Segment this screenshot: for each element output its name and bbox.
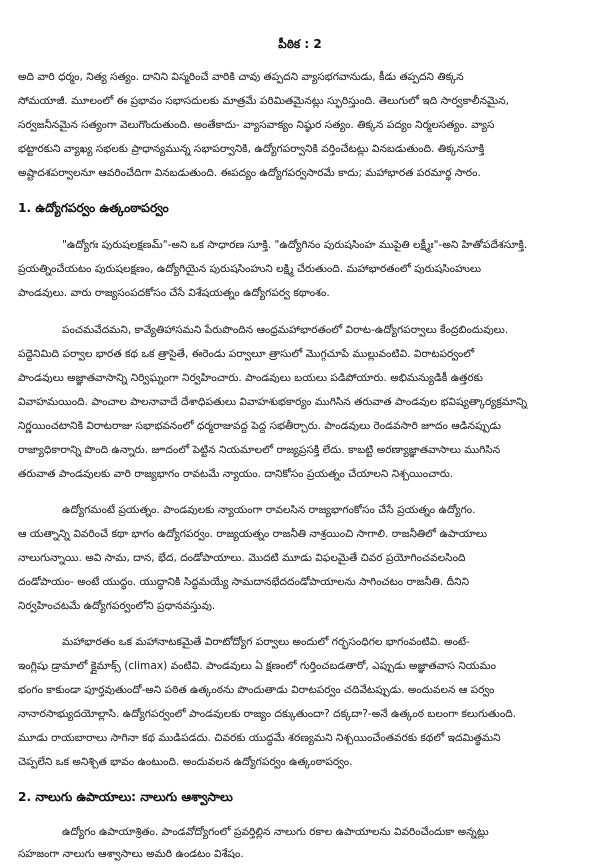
text-line: మహాభారతం ఒక మహానాటకమైతే విరాటోద్యోగ పర్వాలు అందులో గర్భసంధిగల భాగంవంటివి. అంటే- <box>62 636 470 648</box>
text-line: నిర్వహించటమే ఉద్యోగపర్వంలోని ప్రధానవస్తువు. <box>18 600 216 612</box>
text-line: చెప్పలేని ఒక అనిశ్చిత భావం ఉంటుంది. అందువలన ఉద్యోగపర్వం ఉత్కంఠాపర్వం. <box>18 756 353 768</box>
text-line: సోమయాజీ. మూలంలో ఈ ప్రభావం సభాసదులకు మాత్రమే పరిమితమైనట్లు స్ఫురిస్తుంది. తెలుగులో ఇది సార్వకాలీనమైన, <box>18 95 510 107</box>
text-line: పంచమవేదమని, కావ్యేతిహాసమని పేరుపొందిన ఆంధ్రమహాభారతంలో విరాట-ఉద్యోగపర్వాలు కేంద్రబిందువులు. <box>62 324 509 336</box>
text-line: అది వారి ధర్మం, నిత్య సత్యం. దానిని విస్మరించే వారికి చావు తప్పదని వ్యాసభగవానుడు, కీడు తప్పదని తిక్కన <box>18 71 464 83</box>
text-line: రాజ్యాధికారాన్ని పొంది ఉన్నారు. జూదంలో పెట్టిన నియమాలలో రాజ్యప్రసక్తి లేదు. కాబట్టి అరణ్యాజ్ఞాతవాసాలు ముగిసిన <box>18 444 501 456</box>
text-line: సహజంగా నాలుగు ఆశ్వాసాలు అమరి ఉండటం విశేషం. <box>18 848 244 860</box>
text-line: ఇంగ్లిషు డ్రామాలో క్లైమాక్స్ (climax) వంటివి. పాండవులు ఏ క్షణంలో గుర్తించబడతారో, ఎప్పుడు అజ్ఞాతవాస నియమం <box>18 660 497 672</box>
section-heading: 2. నాలుగు ఉపాయాలు: నాలుగు ఆశ్వాసాలు <box>18 790 233 804</box>
text-line: భంగం కాకుండా పూర్తవుతుందో-అని పఠిత ఉత్కంఠను పొందుతాడు విరాటపర్వం చదివేటప్పుడు. అందువలన ఆ పర్వం <box>18 684 495 696</box>
text-line: నానారసాభ్యుదయోల్లాసి. ఉద్యోగపర్వంలో పాండవులకు రాజ్యం దక్కుతుందా? దక్కదా?-అనే ఉత్కంఠ బలంగా కలుగుతుంది. <box>18 708 517 720</box>
text-line: నిర్ణయించటానికి విరాటరాజు సభాభవనంలో ధర్మరాజువద్ద పెద్ద సభతీర్చారు. పాండవులు రెండవసారి జూదం ఆడినప్పుడు <box>18 420 502 432</box>
text-line: దండోపాయం- అంటే యుద్ధం. యుద్ధానికి సిద్ధమయ్యే సామదానభేదదండోపాయాలను సాగించటం రాజనీతి. దీనిని <box>18 576 470 588</box>
text-line: భట్టారకుని వ్యాఖ్య సభలకు ప్రాధాన్యమున్న సభాపర్వానికి, ఉద్యోగపర్వానికి వర్తించేటట్లు వినబడుతుంది. తిక్కనసూక్తి <box>18 143 485 155</box>
text-line: మూడు రాయబారాలు సాగినా కథ ముడిపడదు. చివరకు యుద్ధమే శరణ్యమని నిశ్చయించేంతవరకు కథలో ఇదమిత్థమని <box>18 732 501 744</box>
text-line: "ఉద్యోగః పురుషలక్షణమ్"-అని ఒక సాధారణ సూక్తి. "ఉద్యోగినం పురుషసింహ ముపైతి లక్ష్మీః"-అని హితోపదేశసూక్తి. <box>62 239 528 251</box>
text-line: పాండవులు. వారు రాజ్యసంపదకోసం చేసే విశేషయత్నం ఉద్యోగపర్వ కథాంశం. <box>18 287 330 299</box>
section-heading: 1. ఉద్యోగపర్వం ఉత్కంఠాపర్వం <box>18 201 169 215</box>
text-line: పద్దెనిమిది పర్వాల భారత కథ ఒక త్రాసైతే, ఈరెండు పర్వాలూ త్రాసులో మొగ్గచూపే ముల్లువంటివి. విరాటపర్వంలో <box>18 348 475 360</box>
text-line: సర్వజనీనమైన సత్యంగా వెలుగొందుతుంది. అంతేకాదు- వ్యాసవాక్యం నిష్ఠుర సత్యం. తిక్కన పద్యం నిర్మలసత్యం. వ్యాస <box>18 119 495 131</box>
text-line: ఉద్యోగమంటే ప్రయత్నం. పాండవులకు న్యాయంగా రావలసిన రాజ్యభాగంకోసం చేసే ప్రయత్నం ఉద్యోగం. <box>62 504 476 516</box>
text-line: అష్టాదశపర్వాలనూ ఆవరించేదిగా వినబడుతుంది. ఈపద్యం ఉద్యోగపర్వసారమే కాదు; మహాభారత పరమార్థ సారం. <box>18 167 481 179</box>
text-line: వివాహమయింది. పాంచాల పాలనావాదే దేశాధిపతులు వివాహశుభకార్యం ముగిసిన తరువాత పాండవుల భవిష్యత్కార్యక్రమాన్ని <box>18 396 528 408</box>
text-line: ఉద్యోగం ఉపాయాశ్రితం. పాండవోద్యోగంలో ప్రవర్తిల్లిన నాలుగు రకాల ఉపాయాలను వివరించేందుకా అన్నట్లు <box>62 826 489 838</box>
text-line: పాండవులు అజ్ఞాతవాసాన్ని నిర్విఘ్నంగా నిర్వహించారు. పాండవులు బయలు పడిపోయారు. అభిమన్యుడికీ ఉత్తరకు <box>18 372 483 384</box>
text-line: తరువాత పాండవులకు వారి రాజ్యభాగం రావటమే న్యాయం. దానికోసం ప్రయత్నం చేయాలని నిశ్చయించారు. <box>18 468 454 480</box>
text-line: నాలుగున్నాయి. అవి సామ, దాన, భేద, దండోపాయాలు. మొదటి మూడు విఫలమైతే చివర ప్రయోగించవలసింది <box>18 552 466 564</box>
text-line: ఆ యత్నాన్ని వివరించే కథా భాగం ఉద్యోగపర్వం. రాజ్యయత్నం రాజనీతి నాశ్రయించి సాగాలి. రాజనీతిలో ఉపాయాలు <box>18 528 488 540</box>
page-title: పీఠిక : 2 <box>278 37 322 51</box>
text-line: ప్రయత్నించేయటం పురుషలక్షణం, ఉద్యోగియైన పురుషసింహుని లక్ష్మి చేరుతుంది. మహాభారతంలో పురుషసింహులు <box>18 263 482 275</box>
